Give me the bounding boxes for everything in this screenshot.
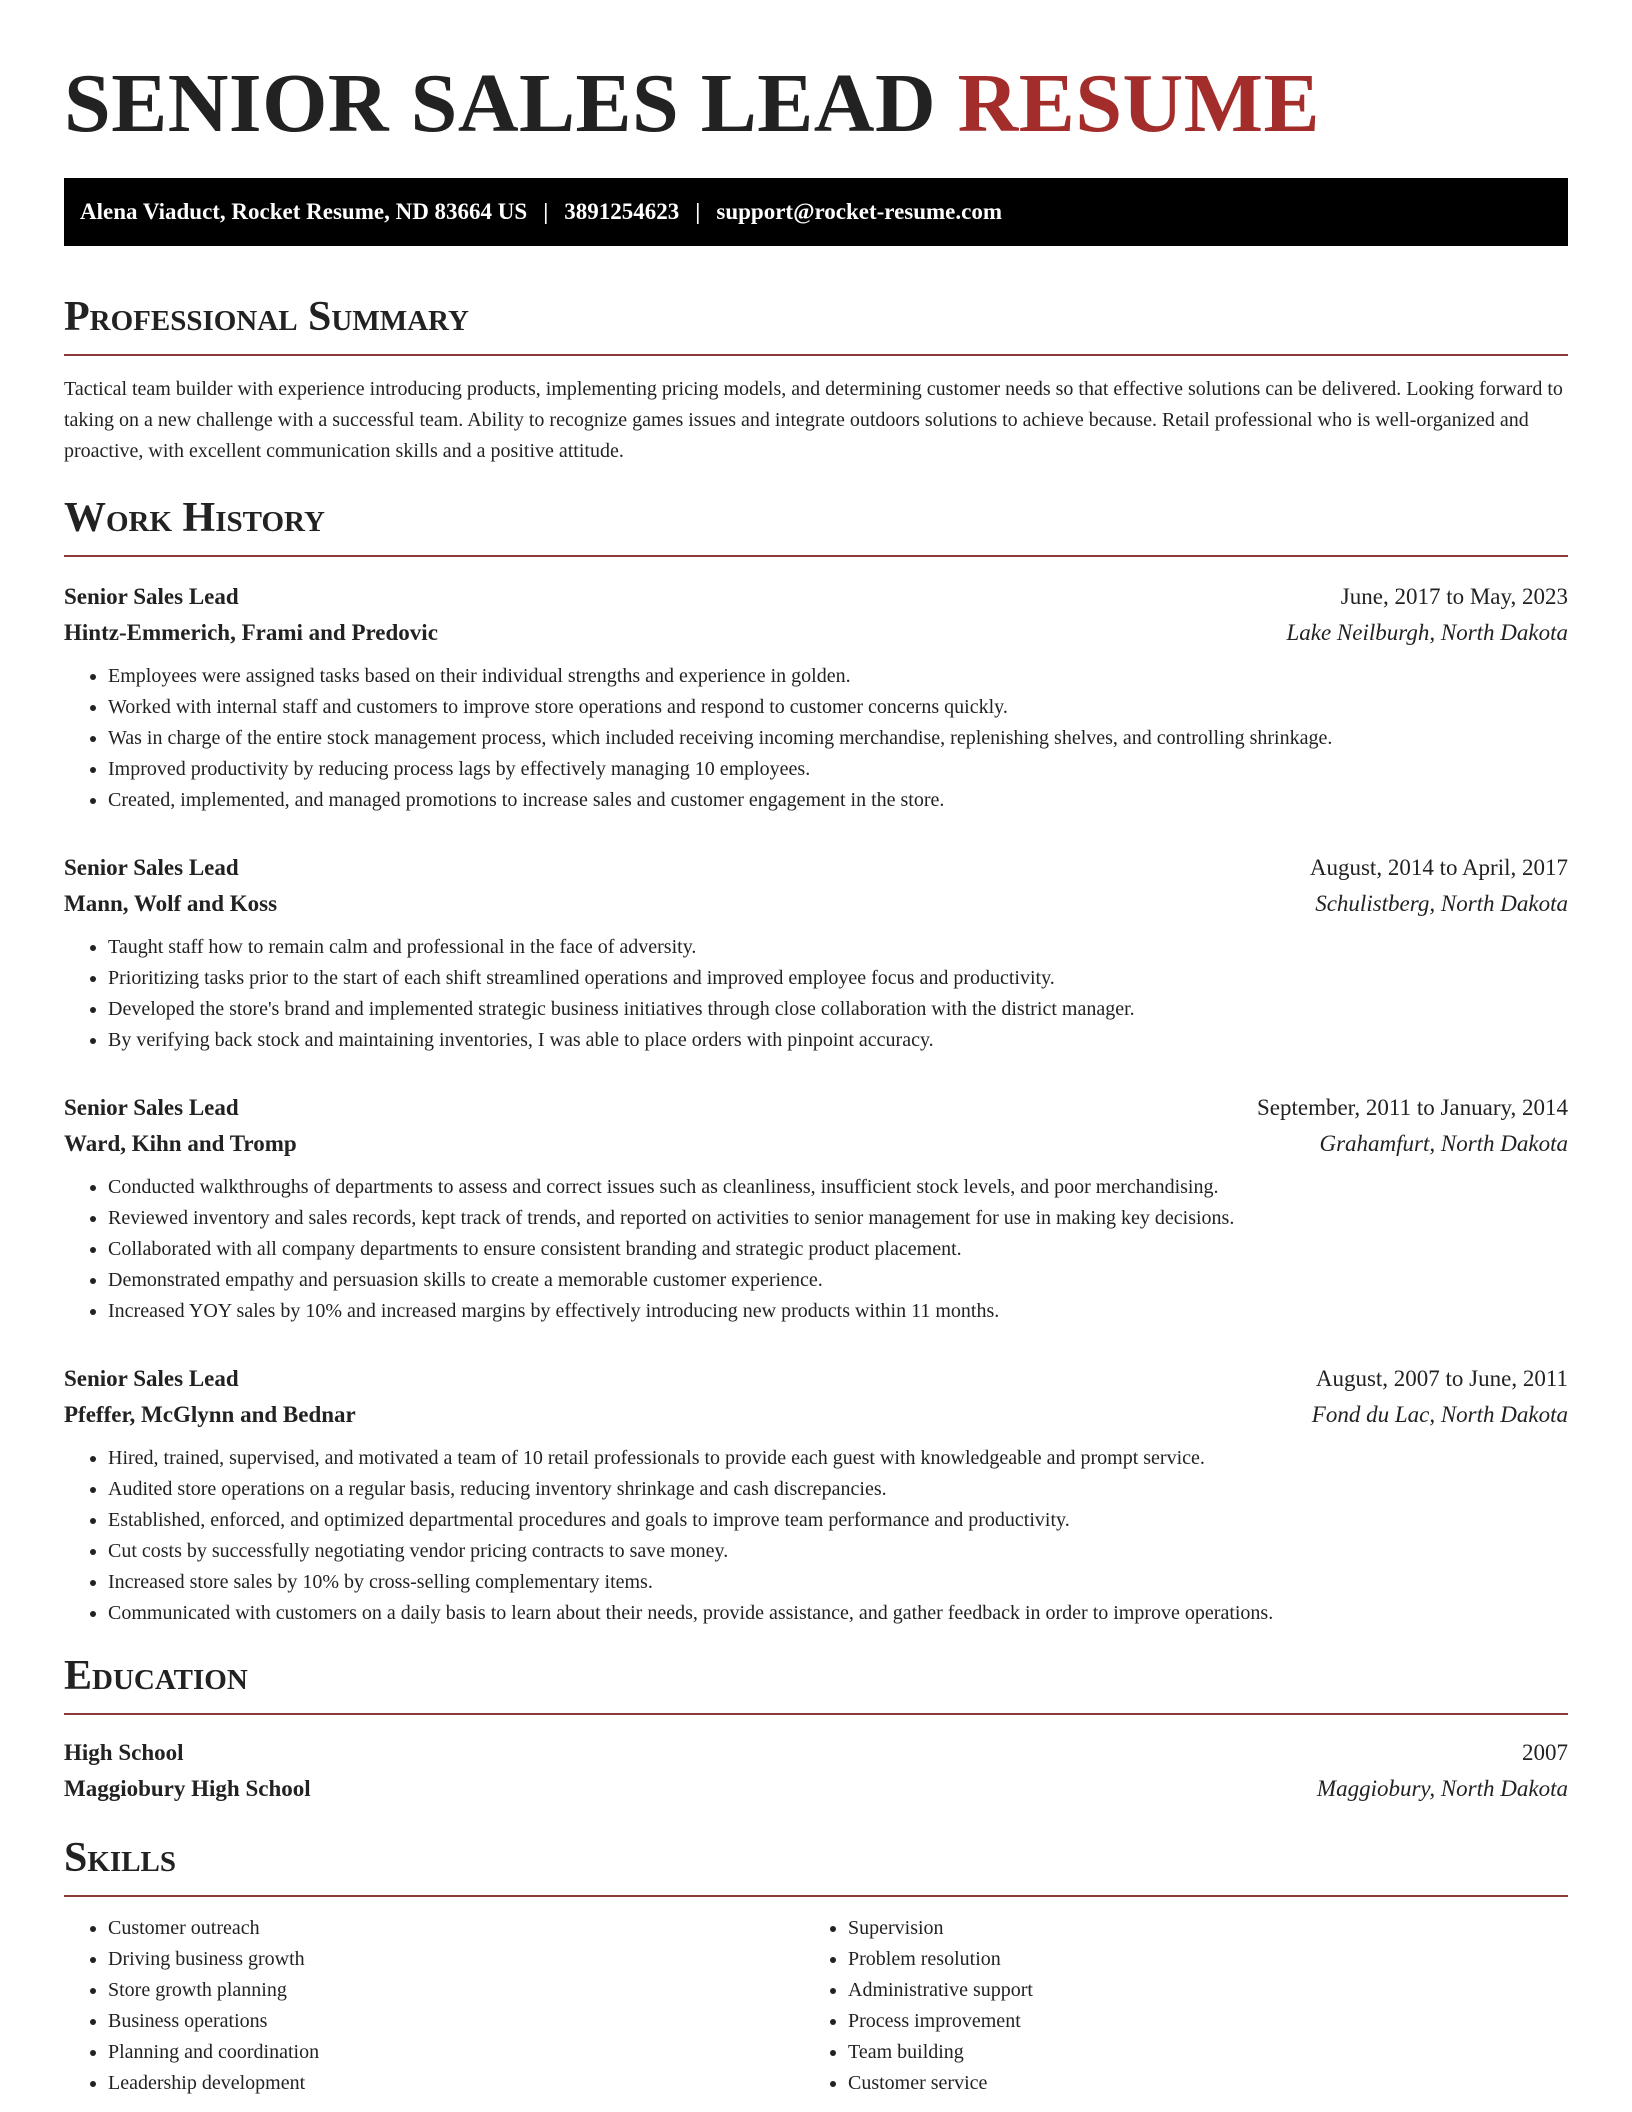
job-dates: September, 2011 to January, 2014 — [1256, 1095, 1568, 1120]
job-location: Schulistberg, North Dakota — [1315, 891, 1568, 916]
job-entry — [64, 1090, 1568, 1327]
job-entry — [64, 850, 1568, 1056]
bullet-item: • Reviewed inventory and sales records, kept track of trends, and reported on activities to senior management for use in making key decisions. — [108, 1203, 1568, 1234]
job-company: Hintz-Emmerich, Frami and Predovic — [64, 620, 438, 645]
section-heading: Skills — [64, 1835, 177, 1881]
bullet-item: • Increased YOY sales by 10% and increased margins by effectively introducing new products within 11 months. — [108, 1296, 1568, 1327]
section-divider — [64, 354, 1568, 356]
skill-item: • Driving business growth — [108, 1944, 804, 1975]
skill-item: • Supervision — [848, 1913, 1544, 1944]
job-header-row — [64, 1090, 1568, 1126]
section-heading: Education — [64, 1653, 248, 1699]
education-degree: High School — [64, 1740, 184, 1765]
bullet-item: • Established, enforced, and optimized departmental procedures and goals to improve team performance and productivity. — [108, 1505, 1568, 1536]
education-header-row — [64, 1735, 1568, 1771]
job-title: Senior Sales Lead — [64, 584, 239, 609]
job-company-row — [64, 615, 1568, 651]
job-location: Lake Neilburgh, North Dakota — [1286, 620, 1568, 645]
contact-address: Alena Viaduct, Rocket Resume, ND 83664 US — [80, 199, 528, 224]
bullet-item: • Improved productivity by reducing process lags by effectively managing 10 employees. — [108, 754, 1568, 785]
job-company: Mann, Wolf and Koss — [64, 891, 278, 916]
bullet-item: • Worked with internal staff and customers to improve store operations and respond to customer concerns quickly. — [108, 692, 1568, 723]
section-heading: Professional Summary — [64, 294, 469, 340]
skill-item: • Team building — [848, 2037, 1544, 2068]
work-history-section — [64, 497, 1568, 1629]
job-dates: August, 2007 to June, 2011 — [1315, 1366, 1568, 1391]
skill-item: • Planning and coordination — [108, 2037, 804, 2068]
job-header-row — [64, 579, 1568, 615]
skill-item: • Administrative support — [848, 1975, 1544, 2006]
bullet-item: • Communicated with customers on a daily basis to learn about their needs, provide assistance, and gather feedback in order to improve operations. — [108, 1598, 1568, 1629]
professional-summary-section — [64, 296, 1568, 467]
job-title: Senior Sales Lead — [64, 1095, 239, 1120]
bullet-item: • Audited store operations on a regular basis, reducing inventory shrinkage and cash discrepancies. — [108, 1474, 1568, 1505]
skills-list — [64, 1913, 804, 2099]
job-entry — [64, 579, 1568, 816]
summary-text: Tactical team builder with experience introducing products, implementing pricing models, and determining customer needs so that effective solutions can be delivered. Looking forward to taking on a new challenge with a successful team. Ability to recognize games issues and integrate outdoors solutions to achieve because. Retail professional who is well-organized and proactive, with excellent communication skills and a positive attitude. — [64, 378, 1563, 462]
job-entry — [64, 1361, 1568, 1629]
education-entry — [64, 1735, 1568, 1807]
job-bullets — [64, 1172, 1568, 1327]
skill-item: • Problem resolution — [848, 1944, 1544, 1975]
job-company-row — [64, 1126, 1568, 1162]
job-location: Grahamfurt, North Dakota — [1319, 1131, 1568, 1156]
job-location: Fond du Lac, North Dakota — [1311, 1402, 1568, 1427]
bullet-item: • Employees were assigned tasks based on their individual strengths and experience in golden. — [108, 661, 1568, 692]
education-location: Maggiobury, North Dakota — [1316, 1776, 1568, 1801]
skill-item: • Store growth planning — [108, 1975, 804, 2006]
job-header-row — [64, 850, 1568, 886]
title-accent: RESUME — [957, 57, 1321, 150]
skill-item: • Leadership development — [108, 2068, 804, 2099]
skill-item: • Customer service — [848, 2068, 1544, 2099]
contact-separator: | — [543, 199, 549, 224]
job-company-row — [64, 1397, 1568, 1433]
job-bullets — [64, 661, 1568, 816]
job-company-row — [64, 886, 1568, 922]
contact-phone: 3891254623 — [564, 199, 680, 224]
bullet-item: • Prioritizing tasks prior to the start of each shift streamlined operations and improved employee focus and productivity. — [108, 963, 1568, 994]
bullet-item: • Created, implemented, and managed promotions to increase sales and customer engagement in the store. — [108, 785, 1568, 816]
title-main: SENIOR SALES LEAD — [64, 57, 937, 150]
section-divider — [64, 1895, 1568, 1897]
contact-separator: | — [695, 199, 701, 224]
job-bullets — [64, 932, 1568, 1056]
skill-item: • Business operations — [108, 2006, 804, 2037]
section-heading: Work History — [64, 495, 325, 541]
skills-column-right — [804, 1913, 1544, 2099]
section-divider — [64, 555, 1568, 557]
bullet-item: • Cut costs by successfully negotiating vendor pricing contracts to save money. — [108, 1536, 1568, 1567]
contact-email: support@rocket-resume.com — [716, 199, 1003, 224]
education-section — [64, 1655, 1568, 1807]
bullet-item: • Hired, trained, supervised, and motivated a team of 10 retail professionals to provide each guest with knowledgeable and prompt service. — [108, 1443, 1568, 1474]
skill-item: • Customer outreach — [108, 1913, 804, 1944]
bullet-item: • Increased store sales by 10% by cross-selling complementary items. — [108, 1567, 1568, 1598]
bullet-item: • Demonstrated empathy and persuasion skills to create a memorable customer experience. — [108, 1265, 1568, 1296]
education-school: Maggiobury High School — [64, 1776, 311, 1801]
skills-grid — [64, 1913, 1568, 2099]
resume-title — [64, 57, 1568, 150]
skill-item: • Process improvement — [848, 2006, 1544, 2037]
education-year: 2007 — [1522, 1740, 1568, 1765]
bullet-item: • By verifying back stock and maintaining inventories, I was able to place orders with pinpoint accuracy. — [108, 1025, 1568, 1056]
skills-column-left — [64, 1913, 804, 2099]
job-dates: June, 2017 to May, 2023 — [1340, 584, 1568, 609]
job-bullets — [64, 1443, 1568, 1629]
bullet-item: • Taught staff how to remain calm and professional in the face of adversity. — [108, 932, 1568, 963]
job-company: Pfeffer, McGlynn and Bednar — [64, 1402, 356, 1427]
job-company: Ward, Kihn and Tromp — [64, 1131, 297, 1156]
job-header-row — [64, 1361, 1568, 1397]
bullet-item: • Developed the store's brand and implemented strategic business initiatives through close collaboration with the district manager. — [108, 994, 1568, 1025]
skills-list — [804, 1913, 1544, 2099]
job-dates: August, 2014 to April, 2017 — [1309, 855, 1568, 880]
bullet-item: • Conducted walkthroughs of departments to assess and correct issues such as cleanliness, insufficient stock levels, and poor merchandising. — [108, 1172, 1568, 1203]
bullet-item: • Collaborated with all company departments to ensure consistent branding and strategic product placement. — [108, 1234, 1568, 1265]
section-divider — [64, 1713, 1568, 1715]
job-title: Senior Sales Lead — [64, 855, 239, 880]
bullet-item: • Was in charge of the entire stock management process, which included receiving incoming merchandise, replenishing shelves, and controlling shrinkage. — [108, 723, 1568, 754]
contact-bar — [64, 178, 1568, 246]
job-title: Senior Sales Lead — [64, 1366, 239, 1391]
education-school-row — [64, 1771, 1568, 1807]
skills-section — [64, 1837, 1568, 2099]
